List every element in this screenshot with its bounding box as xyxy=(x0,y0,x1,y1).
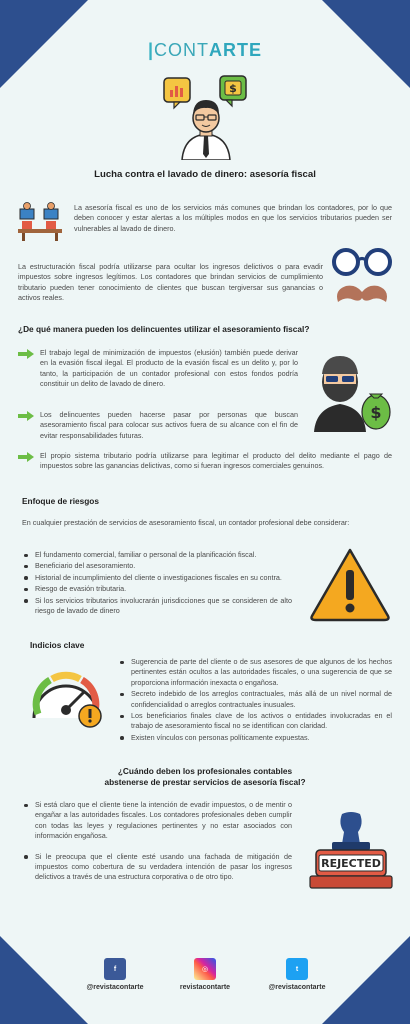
green-arrow-icon xyxy=(18,452,34,462)
twitter-link[interactable] xyxy=(252,958,342,991)
green-arrow-icon xyxy=(18,349,34,359)
risk-list xyxy=(22,550,292,617)
list-item: El fundamento comercial, familiar o personal de la planificación fiscal. xyxy=(22,550,292,560)
list-item: Si los servicios tributarios involucrarán jurisdicciones que se consideren de alto riesgo de lavado de dinero xyxy=(22,596,292,617)
list-item: Secreto indebido de los arreglos contractuales, más allá de un nivel normal de confidencialidad o arreglos contractuales inusuales. xyxy=(118,689,392,710)
disguise-glasses-mustache-icon xyxy=(330,244,394,310)
instagram-icon: ◎ xyxy=(194,958,216,980)
structuring-paragraph: La estructuración fiscal podría utilizarse para ocultar los ingresos delictivos o para evadir impuestos sobre ingresos legítimos. Los contadores que brindan servicios de cumplimiento tributario pueden tener conocimiento de clientes que buscan tergiversar sus ganancias o activos reales. xyxy=(18,262,323,303)
indicators-list xyxy=(118,657,392,744)
accountant-illustration xyxy=(160,74,252,160)
criminals-heading: ¿De qué manera pueden los delincuentes utilizar el asesoramiento fiscal? xyxy=(18,324,310,334)
thief-with-money-bag-icon xyxy=(308,350,392,432)
list-item: Sugerencia de parte del cliente o de sus asesores de que algunos de los hechos pertinentes están ocultos a las autoridades fiscales, o una sugerencia de que se proporciona información inexacta o engañosa. xyxy=(118,657,392,688)
risk-gauge-icon xyxy=(24,658,108,732)
decline-list xyxy=(22,800,292,884)
rejected-stamp-icon xyxy=(306,810,396,894)
decline-heading: ¿Cuándo deben los profesionales contables abstenerse de prestar servicios de asesoría fiscal? xyxy=(104,766,306,787)
criminals-item: El trabajo legal de minimización de impuestos (elusión) también puede derivar en la evasión fiscal ilegal. El producto de la evasión fiscal es un delito y, por lo tanto, la participación de un contador profesional con estos fondos podría constituir un delito de lavado de dinero. xyxy=(18,348,298,390)
criminals-item: El propio sistema tributario podría utilizarse para legitimar el producto del delito mediante el pago de impuestos sobre las ganancias delictivas, como si fueran ingresos comerciales genuinos. xyxy=(18,451,392,472)
list-item: Si le preocupa que el cliente esté usando una fachada de mitigación de impuestos como cobertura de su verdadera intención de pasar los ingresos delictivos a través de una estructura corporativa o de otro tipo. xyxy=(22,852,292,883)
instagram-handle: revistacontarte xyxy=(179,984,231,991)
list-item: Beneficiario del asesoramiento. xyxy=(22,561,292,571)
stamp-label: REJECTED xyxy=(321,857,381,870)
office-workers-icon xyxy=(18,201,62,241)
twitter-handle: @revistacontarte xyxy=(268,984,326,991)
list-item: Historial de incumplimiento del cliente o investigaciones fiscales en su contra. xyxy=(22,573,292,583)
list-item: Existen vínculos con personas políticamente expuestas. xyxy=(118,733,392,743)
green-arrow-icon xyxy=(18,411,34,421)
svg-text:$: $ xyxy=(229,82,237,95)
risk-heading: Enfoque de riesgos xyxy=(22,496,99,506)
criminals-item: Los delincuentes pueden hacerse pasar por personas que buscan asesoramiento fiscal para colocar sus activos fuera de su alcance con el fin de evitar responsabilidades futuras. xyxy=(18,410,298,441)
facebook-icon: f xyxy=(104,958,126,980)
contarte-logo: |CONTARTE xyxy=(147,40,263,60)
list-item: Riesgo de evasión tributaria. xyxy=(22,584,292,594)
money-sign-label: $ xyxy=(370,403,382,422)
twitter-icon: t xyxy=(286,958,308,980)
risk-intro: En cualquier prestación de servicios de asesoramiento fiscal, un contador profesional debe considerar: xyxy=(22,518,350,527)
page-title: Lucha contra el lavado de dinero: asesoría fiscal xyxy=(94,169,316,180)
list-item: Si está claro que el cliente tiene la intención de evadir impuestos, o de mentir o engañar a las autoridades fiscales. Los contadores profesionales deben cumplir con todas las leyes y regulaciones pertinentes y no estar asociados con información engañosa. xyxy=(22,800,292,842)
facebook-link[interactable] xyxy=(70,958,160,991)
intro-paragraph: La asesoría fiscal es uno de los servicios más comunes que brindan los contadores, por lo que deben conocer y estar alertas a los múltiples modos en que los servicios tributarios pueden ser vulnerables al lavado de dinero. xyxy=(74,203,392,233)
instagram-link[interactable] xyxy=(160,958,250,991)
indicators-heading: Indicios clave xyxy=(30,640,85,650)
list-item: Los beneficiarios finales clave de los activos o entidades involucradas en el trabajo de asesoramiento fiscal no se identifican con claridad. xyxy=(118,711,392,732)
facebook-handle: @revistacontarte xyxy=(86,984,144,991)
warning-triangle-icon xyxy=(308,546,392,622)
